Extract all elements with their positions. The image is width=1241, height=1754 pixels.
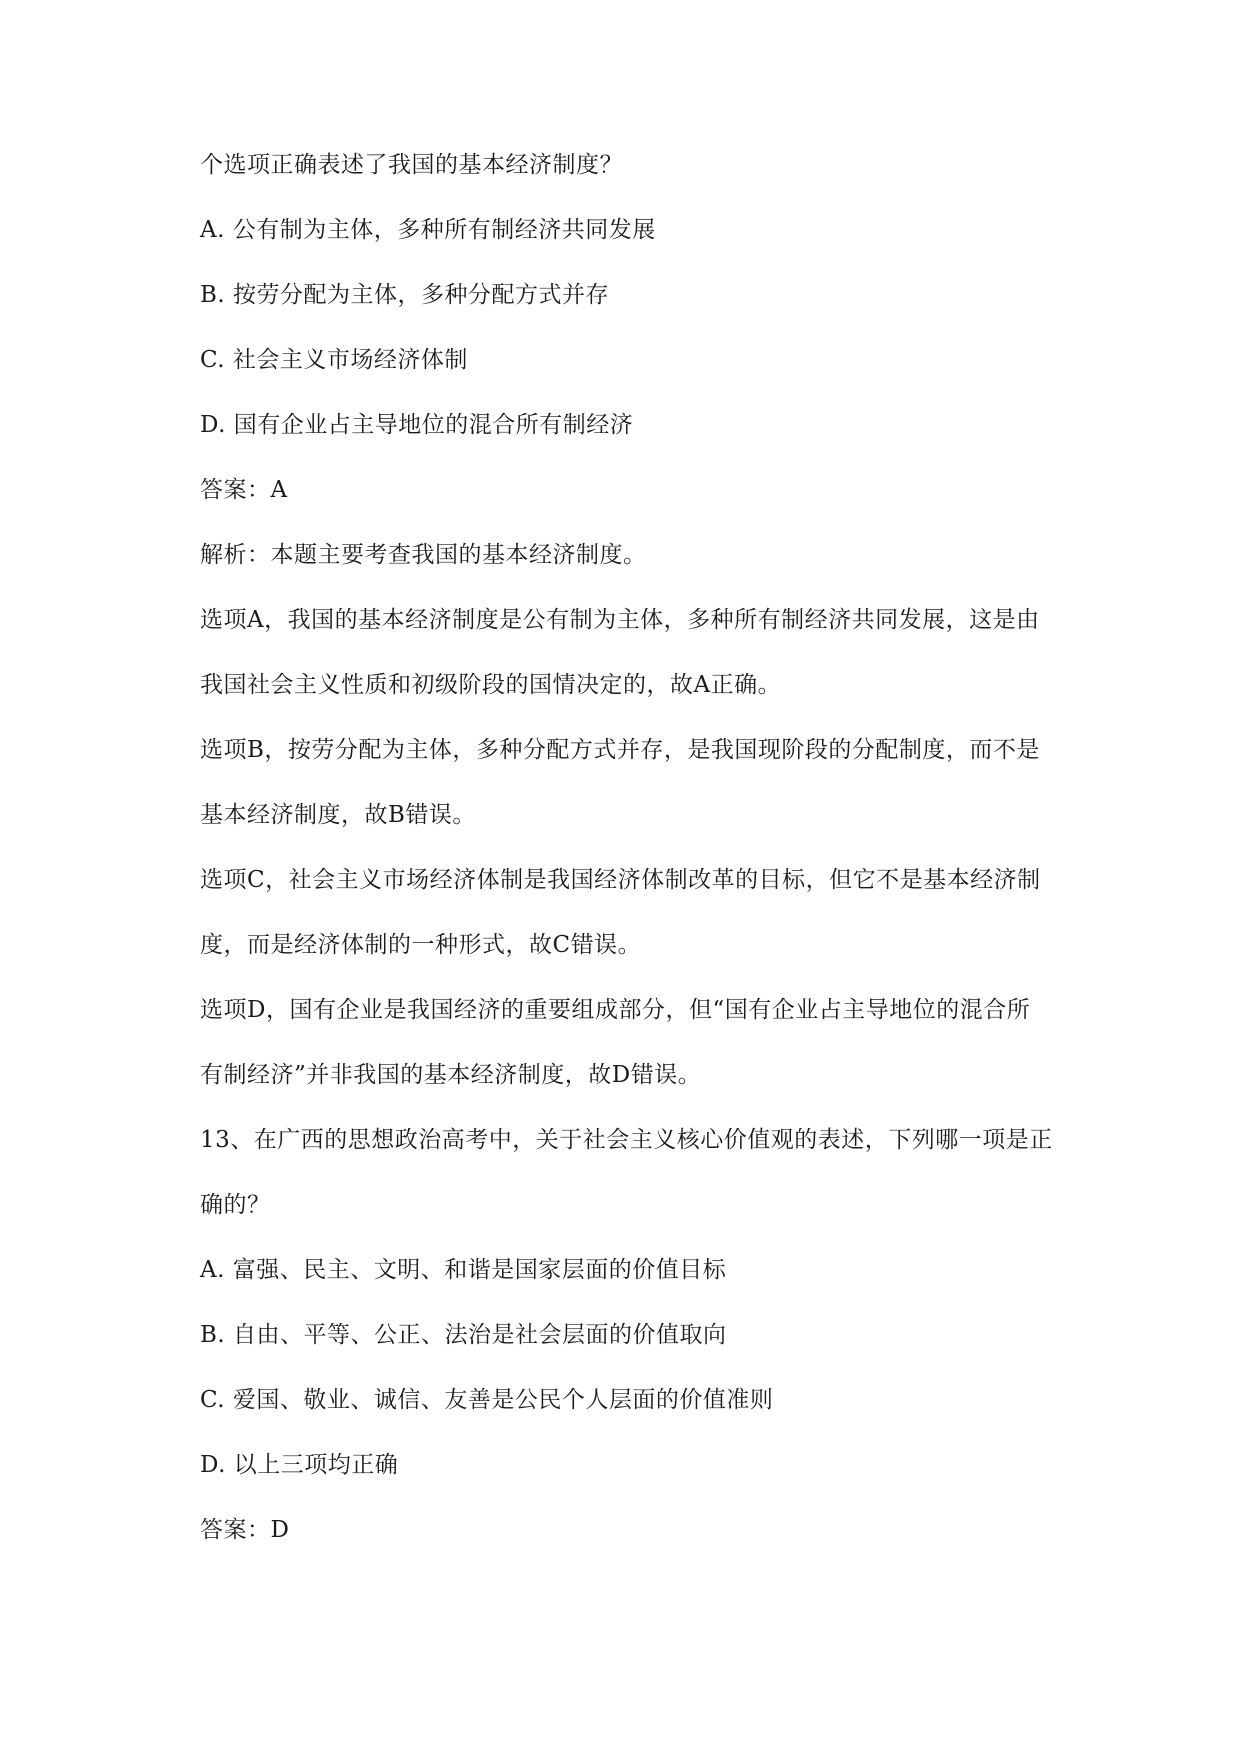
question-13-stem-line2: 确的？: [200, 1192, 271, 1218]
question-13-answer: 答案：D: [200, 1517, 290, 1543]
question-12-option-b: B. 按劳分配为主体，多种分配方式并存: [200, 282, 610, 308]
question-13-option-c: C. 爱国、敬业、诚信、友善是公民个人层面的价值准则: [200, 1387, 774, 1413]
question-12-stem-end: 个选项正确表述了我国的基本经济制度？: [200, 152, 623, 178]
question-13-stem-line1: 13、在广西的思想政治高考中，关于社会主义核心价值观的表述，下列哪一项是正: [200, 1127, 1053, 1153]
question-12-analysis-a-line1: 选项A，我国的基本经济制度是公有制为主体，多种所有制经济共同发展，这是由: [200, 607, 1040, 633]
question-12-option-a: A. 公有制为主体，多种所有制经济共同发展: [200, 217, 656, 243]
question-12-analysis-c-line2: 度，而是经济体制的一种形式，故C错误。: [200, 932, 642, 958]
question-13-option-d: D. 以上三项均正确: [200, 1452, 399, 1478]
question-12-option-c: C. 社会主义市场经济体制: [200, 347, 468, 373]
question-12-analysis-intro: 解析：本题主要考查我国的基本经济制度。: [200, 542, 647, 568]
question-12-analysis-c-line1: 选项C，社会主义市场经济体制是我国经济体制改革的目标，但它不是基本经济制: [200, 867, 1041, 893]
question-12-option-d: D. 国有企业占主导地位的混合所有制经济: [200, 412, 634, 438]
question-12-analysis-b-line1: 选项B，按劳分配为主体，多种分配方式并存，是我国现阶段的分配制度，而不是: [200, 737, 1040, 763]
question-12-analysis-d-line2: 有制经济”并非我国的基本经济制度，故D错误。: [200, 1062, 702, 1088]
question-12-answer: 答案：A: [200, 477, 288, 503]
question-12-analysis-b-line2: 基本经济制度，故B错误。: [200, 802, 476, 828]
question-12-analysis-a-line2: 我国社会主义性质和初级阶段的国情决定的，故A正确。: [200, 672, 782, 698]
question-12-analysis-d-line1: 选项D，国有企业是我国经济的重要组成部分，但“国有企业占主导地位的混合所: [200, 997, 1031, 1023]
question-13-option-a: A. 富强、民主、文明、和谐是国家层面的价值目标: [200, 1257, 727, 1283]
question-13-option-b: B. 自由、平等、公正、法治是社会层面的价值取向: [200, 1322, 727, 1348]
